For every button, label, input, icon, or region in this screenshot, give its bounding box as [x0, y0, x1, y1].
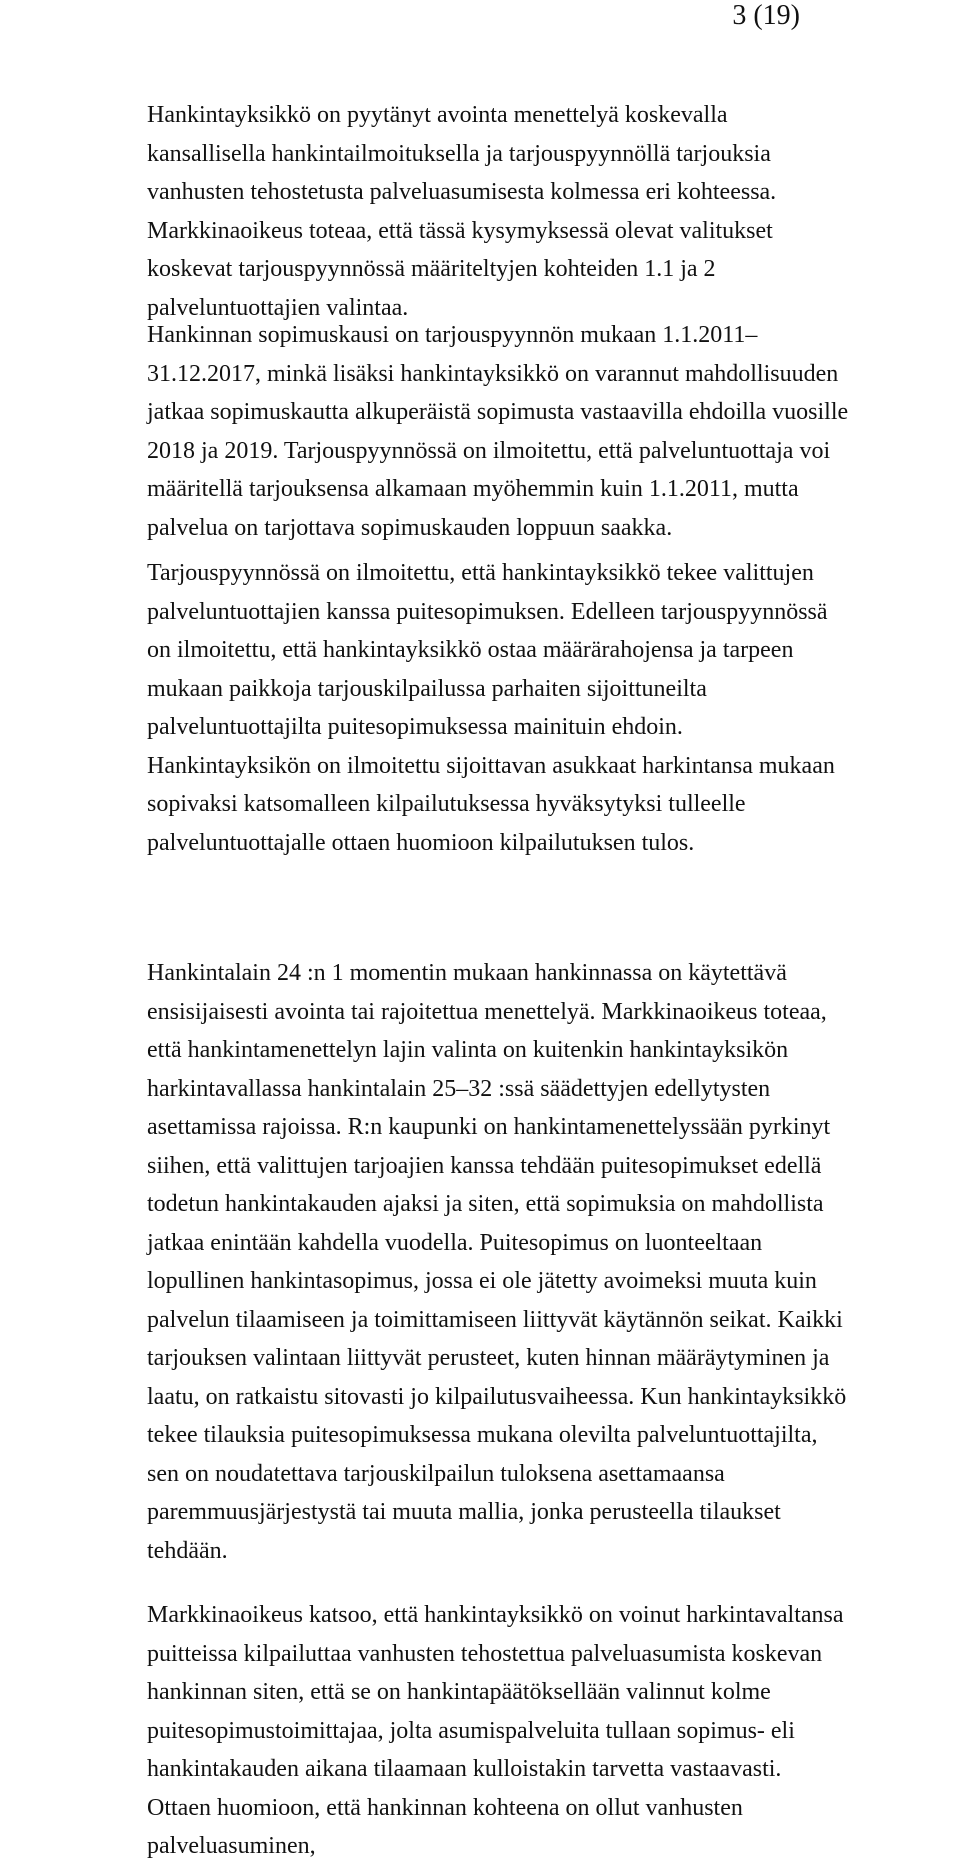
text-line: lopullinen hankintasopimus, jossa ei ole jätetty avoimeksi muuta kuin [147, 1268, 817, 1294]
text-line: tarjouksen valintaan liittyvät perusteet, kuten hinnan määräytyminen ja [147, 1345, 830, 1371]
text-line: koskevat tarjouspyynnössä määriteltyjen kohteiden 1.1 ja 2 [147, 256, 716, 282]
text-line: määritellä tarjouksensa alkamaan myöhemmin kuin 1.1.2011, mutta [147, 476, 799, 502]
page-number: 3 (19) [732, 0, 800, 31]
text-line: kansallisella hankintailmoituksella ja tarjouspyynnöllä tarjouksia [147, 140, 771, 167]
text-line: palveluntuottajalle ottaen huomioon kilpailutuksen tulos. [147, 829, 695, 856]
text-line: palveluasuminen, [147, 1833, 316, 1859]
paragraph-4 [147, 954, 927, 1596]
paragraph-1 [147, 96, 927, 321]
text-line: puitteissa kilpailuttaa vanhusten tehostettua palveluasumista koskevan [147, 1640, 823, 1667]
text-line: palveluntuottajien valintaa. [147, 294, 409, 321]
paragraph-2 [147, 316, 927, 554]
text-line: Hankinnan sopimuskausi on tarjouspyynnön mukaan 1.1.2011– [147, 322, 758, 348]
text-line: hankinnan siten, että se on hankintapäätöksellään valinnut kolme [147, 1679, 771, 1705]
text-line: Tarjouspyynnössä on ilmoitettu, että hankintayksikkö tekee valittujen [147, 560, 814, 586]
text-line: puitesopimustoimittajaa, jolta asumispalveluita tullaan sopimus- eli [147, 1717, 795, 1744]
text-line: 2018 ja 2019. Tarjouspyynnössä on ilmoitettu, että palveluntuottaja voi [147, 437, 831, 464]
text-line: hankintakauden aikana tilaamaan kulloistakin tarvetta vastaavasti. [147, 1756, 782, 1782]
text-line: Markkinaoikeus toteaa, että tässä kysymyksessä olevat valitukset [147, 217, 773, 244]
document-body [147, 96, 927, 1859]
text-line: Markkinaoikeus katsoo, että hankintayksikkö on voinut harkintavaltansa [147, 1602, 844, 1628]
text-line: todetun hankintakauden ajaksi ja siten, että sopimuksia on mahdollista [147, 1191, 824, 1217]
text-line: sopivaksi katsomalleen kilpailutuksessa hyväksytyksi tulleelle [147, 791, 746, 817]
text-line: laatu, on ratkaistu sitovasti jo kilpailutusvaiheessa. Kun hankintayksikkö [147, 1383, 847, 1410]
text-line: 31.12.2017, minkä lisäksi hankintayksikkö on varannut mahdollisuuden [147, 360, 839, 387]
paragraph-3 [147, 554, 927, 954]
text-line: paremmuusjärjestystä tai muuta mallia, jonka perusteella tilaukset [147, 1499, 781, 1525]
text-line: Hankintayksikkö on pyytänyt avointa menettelyä koskevalla [147, 102, 728, 128]
text-line: jatkaa sopimuskautta alkuperäistä sopimusta vastaavilla ehdoilla vuosille [147, 399, 849, 425]
text-line: että hankintamenettelyn lajin valinta on kuitenkin hankintayksikön [147, 1037, 789, 1063]
text-line: palvelua on tarjottava sopimuskauden loppuun saakka. [147, 514, 673, 541]
text-line: Ottaen huomioon, että hankinnan kohteena on ollut vanhusten [147, 1794, 743, 1821]
text-line: jatkaa enintään kahdella vuodella. Puitesopimus on luonteeltaan [147, 1229, 763, 1256]
paragraph-5 [147, 1596, 927, 1859]
text-line: tehdään. [147, 1537, 228, 1564]
text-line: palvelun tilaamiseen ja toimittamiseen liittyvät käytännön seikat. Kaikki [147, 1306, 843, 1333]
text-line: Hankintayksikön on ilmoitettu sijoittavan asukkaat harkintansa mukaan [147, 752, 835, 779]
text-line: on ilmoitettu, että hankintayksikkö ostaa määrärahojensa ja tarpeen [147, 637, 794, 663]
text-line: mukaan paikkoja tarjouskilpailussa parhaiten sijoittuneilta [147, 675, 707, 702]
text-line: tekee tilauksia puitesopimuksessa mukana olevilta palveluntuottajilta, [147, 1422, 818, 1448]
text-line: asettamissa rajoissa. R:n kaupunki on hankintamenettelyssään pyrkinyt [147, 1114, 831, 1140]
text-line: palveluntuottajien kanssa puitesopimuksen. Edelleen tarjouspyynnössä [147, 598, 828, 625]
text-line: harkintavallassa hankintalain 25–32 :ssä säädettyjen edellytysten [147, 1075, 771, 1102]
text-line: ensisijaisesti avointa tai rajoitettua menettelyä. Markkinaoikeus toteaa, [147, 998, 827, 1025]
text-line: sen on noudatettava tarjouskilpailun tuloksena asettamaansa [147, 1460, 725, 1487]
text-line: siihen, että valittujen tarjoajien kanssa tehdään puitesopimukset edellä [147, 1152, 822, 1179]
text-line: palveluntuottajilta puitesopimuksessa mainituin ehdoin. [147, 714, 683, 740]
text-line: Hankintalain 24 :n 1 momentin mukaan hankinnassa on käytettävä [147, 960, 787, 986]
text-line: vanhusten tehostetusta palveluasumisesta kolmessa eri kohteessa. [147, 179, 777, 205]
